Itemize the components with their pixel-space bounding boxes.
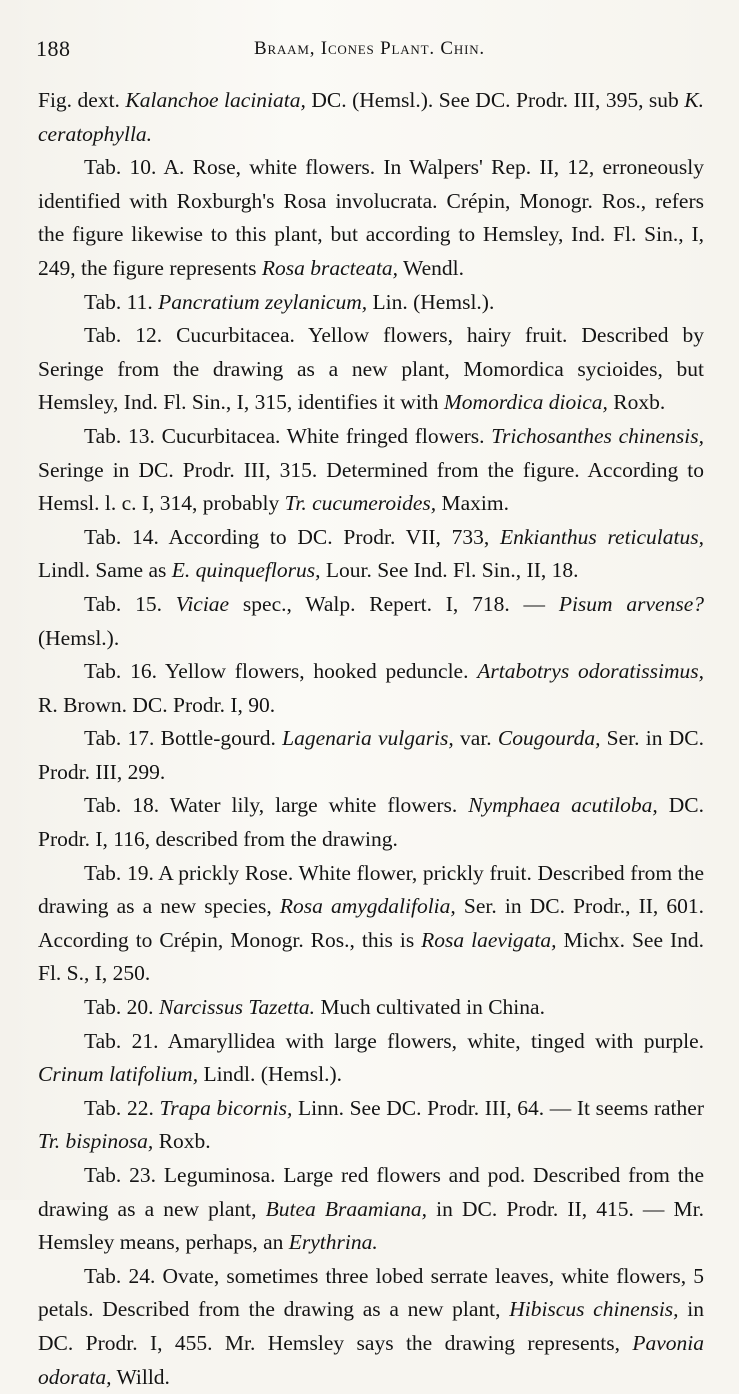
entry-text: Ser. in DC. Prodr. III, 299. [38,726,704,784]
entry-paragraph [38,1025,704,1092]
entry-text: Tab. 18. Water lily, large white flowers. [84,793,469,818]
entry-paragraph [38,655,704,722]
italic-taxon-text: Rosa bracteata, [261,255,399,280]
entry-text: spec., Walp. Repert. I, 718. — [229,591,559,616]
italic-taxon-text: Tr. bispinosa, [38,1129,154,1154]
italic-taxon-text: Cougourda, [497,726,601,751]
entry-text: in DC. Prodr. I, 455. Mr. Hemsley says the drawing represents, [38,1297,704,1355]
entry-text: Willd. [111,1364,170,1389]
entry-text: Linn. See DC. Prodr. III, 64. — It seems rather [292,1095,704,1120]
italic-taxon-text: Butea Braamiana, [265,1196,428,1221]
italic-taxon-text: Enkianthus reticulatus, [499,524,704,549]
italic-taxon-text: Rosa amygdalifolia, [279,894,456,919]
entry-paragraph [38,286,704,320]
italic-taxon-text: Trichosanthes chinensis, [491,423,704,448]
page-header [36,36,703,66]
entry-text: Tab. 19. A prickly Rose. White flower, prickly fruit. Described from the drawing as a new species, [38,860,704,919]
entry-text: Michx. See Ind. Fl. S., I, 250. [38,927,704,986]
italic-taxon-text: Rosa laevigata, [421,927,557,952]
italic-taxon-text: Viciae [175,591,230,616]
entry-text: Lour. See Ind. Fl. Sin., II, 18. [320,558,579,583]
italic-taxon-text: Pisum arvense? [558,591,704,616]
entry-text: Roxb. [153,1129,211,1154]
entry-text: Tab. 12. Cucurbitacea. Yellow flowers, hairy fruit. Described by Seringe from the drawing as a new plant, Momordica sycioides, but Hemsley, Ind. Fl. Sin., I, 315, identifies it with [38,323,704,415]
italic-taxon-text: Momordica dioica, [443,390,608,415]
entry-text: Lindl. Same as [38,558,172,583]
italic-taxon-text: Artabotrys odoratissimus, [477,659,705,684]
entry-paragraph [38,521,704,588]
italic-taxon-text: Nymphaea acutiloba, [468,793,658,818]
entry-text: DC. (Hemsl.). See DC. Prodr. III, 395, sub [305,88,685,112]
italic-taxon-text: Lagenaria vulgaris, [282,726,454,751]
italic-taxon-text: Tr. cucumeroides, [284,491,437,516]
entry-text: Tab. 17. Bottle-gourd. [84,726,283,751]
italic-taxon-text: Trapa bicornis, [159,1095,293,1120]
entry-paragraph [38,991,704,1025]
entry-paragraph [38,1260,704,1394]
entry-text: Lin. (Hemsl.). [367,289,495,314]
entry-text: Tab. 21. Amaryllidea with large flowers, white, tinged with purple. [84,1028,704,1053]
italic-taxon-text: Erythrina. [288,1230,378,1255]
entry-text: R. Brown. DC. Prodr. I, 90. [38,692,276,717]
italic-taxon-text: K. ceratophylla. [38,88,704,146]
entry-text: in DC. Prodr. II, 415. — Mr. Hemsley means, perhaps, an [38,1196,705,1255]
entry-text: Tab. 15. [84,591,176,616]
italic-taxon-text: Kalanchoe laciniata, [125,88,306,112]
entry-text: Seringe in DC. Prodr. III, 315. Determined from the figure. According to Hemsl. l. c. I, 314, probably [38,457,704,516]
entry-text: Tab. 16. Yellow flowers, hooked peduncle. [84,659,478,684]
entry-text: Much cultivated in China. [315,995,545,1020]
running-head: Braam, Icones Plant. Chin. [254,38,485,59]
entry-paragraph [38,1159,704,1260]
entry-text: var. [453,726,498,751]
italic-taxon-text: Pavonia odorata, [38,1330,704,1389]
entry-text: Ser. in DC. Prodr., II, 601. According to Crépin, Monogr. Ros., this is [38,894,705,952]
entry-text: Roxb. [607,390,666,415]
entry-text: Lindl. (Hemsl.). [198,1062,342,1087]
entry-text: Tab. 24. Ovate, sometimes three lobed serrate leaves, white flowers, 5 petals. Described from the drawing as a new plant, [38,1263,704,1322]
italic-taxon-text: E. quinqueflorus, [171,558,321,583]
entry-text: Wendl. [398,255,464,280]
entry-text: Tab. 20. [84,995,159,1020]
entry-paragraph [38,857,704,991]
italic-taxon-text: Pancratium zeylanicum, [158,289,368,314]
entry-paragraph [38,722,704,789]
entry-paragraph [38,588,704,655]
entry-paragraph [38,84,704,151]
entry-text: Tab. 11. [84,289,159,314]
entry-paragraph [38,789,704,856]
italic-taxon-text: Crinum latifolium, [38,1062,199,1087]
page-number: 188 [36,36,71,61]
entry-text: DC. Prodr. I, 116, described from the drawing. [38,793,704,852]
entry-paragraph [38,319,704,420]
entry-text: Tab. 14. According to DC. Prodr. VII, 733, [84,524,500,549]
italic-taxon-text: Hibiscus chinensis, [509,1297,679,1322]
entry-text: (Hemsl.). [38,625,120,650]
entry-paragraph [38,1092,704,1159]
entry-text: Tab. 13. Cucurbitacea. White fringed flowers. [84,423,492,448]
page-body [38,84,704,1394]
entry-paragraph [38,420,704,521]
italic-taxon-text: Narcissus Tazetta. [158,995,316,1020]
entry-text: Tab. 23. Leguminosa. Large red flowers and pod. Described from the drawing as a new plant, [38,1163,704,1221]
entry-paragraph [38,151,704,285]
entry-text: Tab. 22. [84,1095,160,1120]
entry-text: Fig. dext. [38,88,126,112]
entry-text: Tab. 10. A. Rose, white flowers. In Walpers' Rep. II, 12, erroneously identified with Roxburgh's Rosa involucrata. Crépin, Monogr. Ros., refers the figure likewise to this plant, but according to Hemsley, Ind. Fl. Sin., I, 249, the figure represents [38,155,704,280]
entry-text: Maxim. [436,491,509,516]
